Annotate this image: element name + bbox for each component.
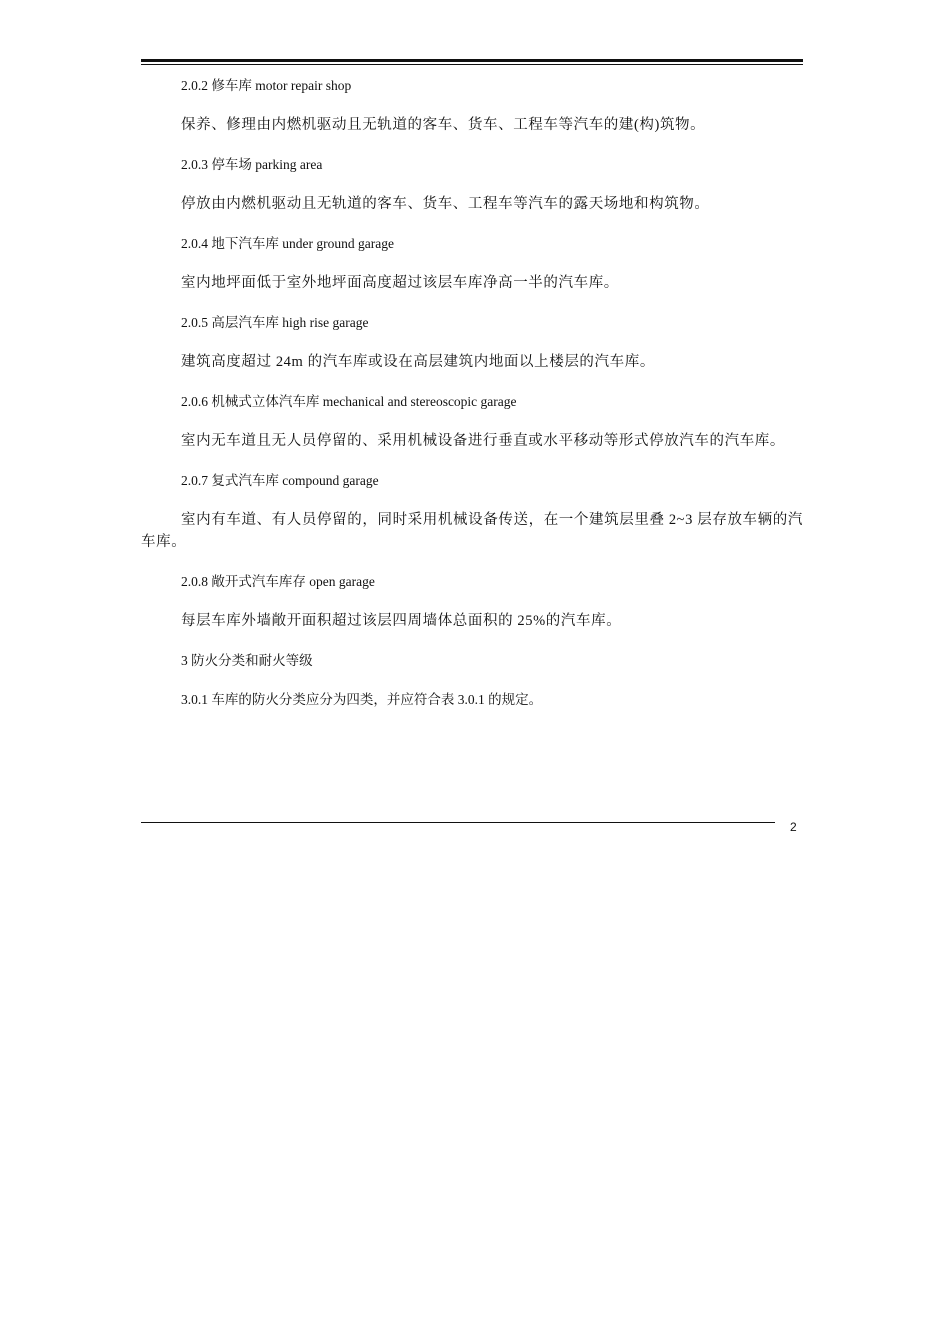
section-body-2-0-7: 室内有车道、有人员停留的，同时采用机械设备传送，在一个建筑层里叠 2~3 层存放车辆的汽车库。: [141, 512, 803, 550]
footer-rule: [141, 822, 775, 823]
section-heading-2-0-8: 2.0.8 敞开式汽车库存 open garage: [181, 574, 375, 589]
page-number: 2: [790, 820, 797, 834]
section-heading-2-0-2: 2.0.2 修车库 motor repair shop: [181, 78, 352, 93]
section-body-2-0-3: 停放由内燃机驱动且无轨道的客车、货车、工程车等汽车的露天场地和构筑物。: [181, 196, 710, 212]
page-content: [141, 76, 803, 710]
section-body-2-0-6: 室内无车道且无人员停留的、采用机械设备进行垂直或水平移动等形式停放汽车的汽车库。: [181, 433, 785, 449]
chapter-heading: 3 防火分类和耐火等级: [181, 653, 313, 668]
section-heading-2-0-5: 2.0.5 高层汽车库 high rise garage: [181, 315, 369, 330]
clause-3-0-1: 3.0.1 车库的防火分类应分为四类，并应符合表 3.0.1 的规定。: [181, 692, 543, 707]
section-body-2-0-2: 保养、修理由内燃机驱动且无轨道的客车、货车、工程车等汽车的建(构)筑物。: [181, 117, 706, 133]
section-body-2-0-5: 建筑高度超过 24m 的汽车库或设在高层建筑内地面以上楼层的汽车库。: [181, 354, 655, 370]
header-rule-thin: [141, 64, 803, 65]
section-heading-2-0-6: 2.0.6 机械式立体汽车库 mechanical and stereoscopic garage: [181, 394, 517, 409]
section-body-2-0-8: 每层车库外墙敞开面积超过该层四周墙体总面积的 25%的汽车库。: [181, 613, 622, 629]
section-body-2-0-4: 室内地坪面低于室外地坪面高度超过该层车库净高一半的汽车库。: [181, 275, 619, 291]
header-rule-thick: [141, 59, 803, 62]
section-heading-2-0-3: 2.0.3 停车场 parking area: [181, 157, 323, 172]
section-heading-2-0-7: 2.0.7 复式汽车库 compound garage: [181, 473, 379, 488]
section-heading-2-0-4: 2.0.4 地下汽车库 under ground garage: [181, 236, 394, 251]
